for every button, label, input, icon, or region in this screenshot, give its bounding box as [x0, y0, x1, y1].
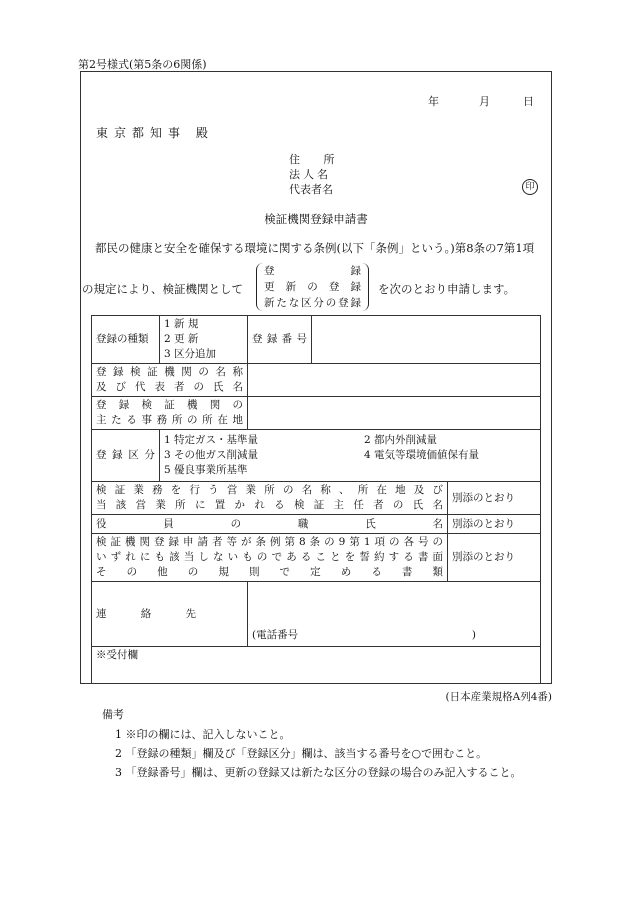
- business-office-label: 検証業務を行う営業所の名称、所在地及び 当該営業所に置かれる検証主任者の氏名: [92, 482, 448, 515]
- option-new-category: 新たな区分の登録: [264, 297, 361, 309]
- reg-type-label: 登録の種類: [92, 316, 160, 364]
- date-month: 月: [479, 95, 490, 108]
- seal-mark: 印: [522, 179, 538, 195]
- oath-value: 別添のとおり: [448, 534, 541, 582]
- officers-value: 別添のとおり: [448, 515, 541, 534]
- notes-heading: 備考: [102, 708, 124, 721]
- table-row: [92, 582, 541, 647]
- reg-type-renewal: 2 更 新: [164, 333, 199, 345]
- note-item-3: 3 「登録番号」欄は、更新の登録又は新たな区分の登録の場合のみ記入すること。: [115, 766, 522, 779]
- reg-type-new: 1 新 規: [164, 318, 199, 330]
- date-day: 日: [523, 95, 534, 108]
- body-line-1: 都民の健康と安全を確保する環境に関する条例(以下「条例」という。)第8条の7第1項: [95, 241, 535, 255]
- table-row: [92, 515, 541, 534]
- category-4: 4 電気等環境価値保有量: [364, 449, 480, 461]
- date-year: 年: [428, 95, 439, 108]
- representative-label: 代表者名: [289, 183, 333, 196]
- table-row: [92, 364, 541, 397]
- note-item-1: 1 ※印の欄には、記入しないこと。: [115, 728, 291, 741]
- reg-number-field[interactable]: [312, 316, 541, 364]
- category-3: 3 その他ガス削減量: [164, 449, 259, 461]
- category-5: 5 優良事業所基準: [164, 464, 248, 476]
- document-title: 検証機関登録申請書: [264, 212, 368, 226]
- table-row: [92, 397, 541, 430]
- phone-label: (電話番号: [252, 629, 299, 641]
- org-name-label: 登録検証機関の名称 及び代表者の氏名: [92, 364, 248, 397]
- reg-type-options: [160, 316, 248, 364]
- paper-standard: (日本産業規格A列4番): [445, 691, 552, 703]
- category-label: 登録区分: [92, 430, 160, 482]
- business-office-value: 別添のとおり: [448, 482, 541, 515]
- table-row: [92, 534, 541, 582]
- phone-close: ): [471, 629, 476, 641]
- body-line-2-after: を次のとおり申請します。: [378, 282, 516, 296]
- contact-label: 連絡先: [92, 582, 248, 647]
- addressee: 東京都知事 殿: [96, 126, 214, 140]
- category-options: [160, 430, 541, 482]
- oath-label: 検証機関登録申請者等が条例第8条の9第1項の各号の いずれにも該当しないものであることを誓約する書面 その他の規則で定める書類: [92, 534, 448, 582]
- office-label: 登録検証機関の 主たる事務所の所在地: [92, 397, 248, 430]
- table-row: [92, 316, 541, 364]
- reg-type-add: 3 区分追加: [164, 348, 217, 360]
- address-label: 住 所: [289, 153, 345, 166]
- category-1: 1 特定ガス・基準量: [164, 434, 259, 446]
- receipt-field: ※受付欄: [92, 647, 541, 684]
- reg-number-label: 登録番号: [248, 316, 312, 364]
- option-registration: 登録: [264, 265, 361, 277]
- applicant-labels: [289, 152, 345, 197]
- office-field[interactable]: [248, 397, 541, 430]
- org-name-field[interactable]: [248, 364, 541, 397]
- officers-label: 役員の職氏名: [92, 515, 448, 534]
- note-item-2: 2 「登録の種類」欄及び「登録区分」欄は、該当する番号を○で囲むこと。: [115, 747, 488, 760]
- form-caption: 第2号様式(第5条の6関係): [78, 58, 207, 71]
- category-2: 2 都内外削減量: [364, 434, 438, 446]
- body-line-2-before: の規定により、検証機関として: [82, 282, 243, 296]
- application-table: [91, 315, 541, 684]
- corp-name-label: 法人名: [289, 168, 331, 181]
- contact-field[interactable]: [248, 582, 541, 647]
- table-row: [92, 430, 541, 482]
- option-renewal: 更新の登録: [264, 281, 361, 293]
- application-type-options: [256, 263, 369, 311]
- table-row: [92, 482, 541, 515]
- table-row: [92, 647, 541, 684]
